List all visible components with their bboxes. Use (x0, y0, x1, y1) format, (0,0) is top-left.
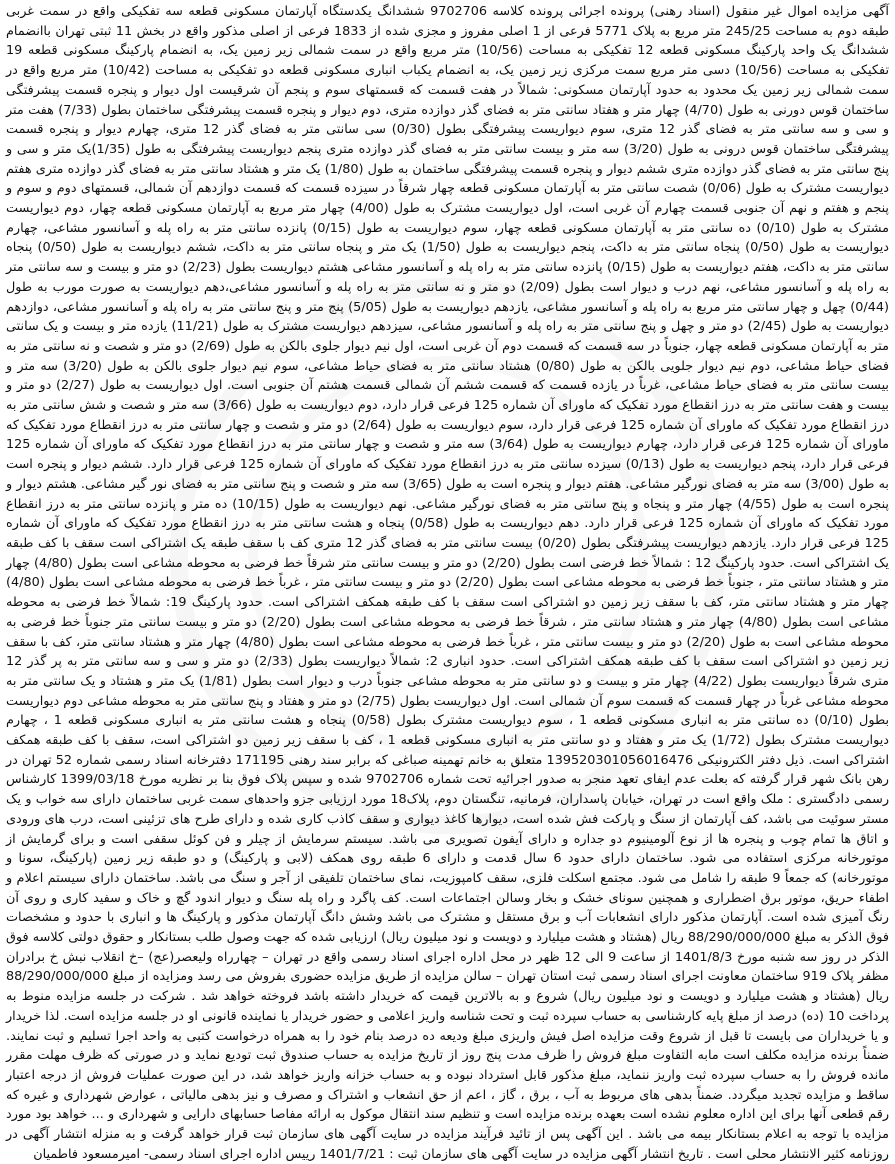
auction-notice-body: آگهی مزایده اموال غیر منقول (اسناد رهنی) پرونده اجرائی پرونده کلاسه 9702706 ششدانگ یکدستگاه آپارتمان مسکونی قطعه سه تفکیکی واقع در سمت غربی طبقه دوم به مساحت 245/25 متر مربع به پلاک 5771 فرعی از 1 اصلی مفروز و مجزی شده از 1833 فرعی از اصلی مذکور واقع در بخش 11 ثبتی تهران باانضمام ششدانگ یک واحد پارکینگ مسکونی قطعه 12 تفکیکی به مساحت (10/56) متر مربع واقع در سمت شمالی زیر زمین یک، به انضمام پارکینگ مسکونی قطعه 19 تفکیکی به مساحت (10/56) دسی متر مربع سمت مرکزی زیر زمین یک، به انضمام یکباب انباری مسکونی قطعه دو تفکیکی به مساحت (10/42) متر مربع واقع در سمت شمالی زیر زمین یک محدود به حدود آپارتمان مسکونی: شمالاً در هفت قسمت که قسمتهای سوم و پنجم آن شرقیست اول دیوار و پنجره قسمت پیشرفتگی ساختمان قوس دورنی به طول (4/70) چهار متر و هفتاد سانتی متر به فضای گذر دوازده متری، دوم دیوار و پنجره قسمت پیشرفتگی ساختمان بطول (7/33) هفت متر و سی و سه سانتی متر به فضای گذر 12 متری، سوم دیواریست پیشرفتگی بطول (0/30) سی سانتی متر به فضای گذر 12 متری، چهارم دیوار و پنجره قسمت پیشرفتگی ساختمان قوس درونی به طول (3/20) سه متر و بیست سانتی متر به فضای گذر دوازده متری پنجم دیواریست پیشرفتگی به طول (1/35)یک متر و سی و پنج سانتی متر به فضای گذر دوازده متری ششم دیوار و پنجره قسمت پیشرفتگی ساختمان به طول (1/80) یک متر و هشتاد سانتی متر به فضای گذر دوازده متری هفتم دیواریست مشترک به طول (0/06) شصت سانتی متر به آپارتمان مسکونی قطعه چهار شرقاً در سیزده قسمت که قسمت دوازدهم آن شمالی، قسمتهای دوم و سوم و پنجم و هفتم و نهم آن جنوبی قسمت چهارم آن غربی است، اول دیواریست مشترک به طول (4/00) چهار متر مربع به آپارتمان مسکونی قطعه چهار، دوم دیواریست مشترک به طول (0/10) ده سانتی متر به آپارتمان مسکونی قطعه چهار، سوم دیواریست به طول (0/15) پانزده سانتی متر به راه پله و آسانسور مشاعی، چهارم دیواریست به طول (0/50) پنجاه سانتی متر به داکت، پنجم دیواریست به طول (1/50) یک متر و پنجاه سانتی متر به داکت، ششم دیواریست به طول (0/50) پنجاه سانتی متر به داکت، هفتم دیواریست به طول (0/15) پانزده سانتی متر به راه پله و آسانسور مشاعی هشتم دیواریست بطول (2/23) دو متر و بیست و سه سانتی متر به راه پله و آسانسور مشاعی، نهم درب و دیوار است بطول (2/09) دو متر و نه سانتی متر به راه پله و آسانسور مشاعی،دهم دیواریست به صورت مورب به طول (0/44) چهل و چهار سانتی متر مربع به راه پله و آسانسور مشاعی، یازدهم دیواریست به طول (5/05) پنج متر و پنج سانتی متر به راه پله و آسانسور مشاعی، دوازدهم دیواریست به طول (2/45) دو متر و چهل و پنج سانتی متر به راه پله و آسانسور مشاعی، سیزدهم دیواریست مشترک به طول (11/21) یازده متر و بیست و یک سانتی متر به آپارتمان مسکونی قطعه چهار، جنوباً در سه قسمت که قسمت دوم آن غربی است، اول نیم دیوار جلوی بالکن به طول (2/69) دو متر و شصت و نه سانتی متر به فضای حیاط مشاعی، دوم نیم دیوار جلویی بالکن به طول (0/80) هشتاد سانتی متر به فضای حیاط مشاعی، سوم نیم دیوار جلوی بالکن به طول (3/20) سه متر و بیست سانتی متر به فضای حیاط مشاعی، غرباً در یازده قسمت که قسمت ششم آن شمالی قسمت هشتم آن جنوبی است. اول دیواریست به طول (2/27) دو متر و بیست و هفت سانتی متر به درز انقطاع مورد تفکیک که ماورای آن شماره 125 فرعی قرار دارد، دوم دیواریست به طول (3/66) سه متر و شصت و شش سانتی متر به درز انقطاع مورد تفکیک که ماورای آن شماره 125 فرعی قرار دارد، سوم دیواریست به طول (2/64) دو متر و شصت و چهار سانتی متر به درز انقطاع مورد تفکیک که ماورای آن شماره 125 فرعی قرار دارد، چهارم دیواریست به طول (3/64) سه متر و شصت و چهار سانتی متر به درز انقطاع مورد تفکیک که ماورای آن شماره 125 فرعی قرار دارد، پنجم دیواریست به طول (0/13) سیزده سانتی متر به درز انقطاع مورد تفکیک که ماورای آن شماره 125 فرعی قرار دارد. ششم دیوار و پنجره است به طول (3/00) سه متر به فضای نورگیر مشاعی. هفتم دیوار و پنجره است به طول (3/65) سه متر و شصت و پنج سانتی متر به فضای نور گیر مشاعی. هشتم دیوار و پنجره است به طول (4/55) چهار متر و پنجاه و پنج سانتی متر به فضای نورگیر مشاعی. نهم دیواریست به طول (10/15) ده متر و پانزده سانتی متر به درز انقطاع مورد تفکیک که ماورای آن شماره 125 فرعی قرار دارد. دهم دیواریست به طول (0/58) پنجاه و هشت سانتی متر به درز انقطاع مورد تفکیک که ماورای آن شماره 125 فرعی قرار دارد. یازدهم دیواریست پیشرفتگی بطول (0/20) بیست سانتی متر به فضای گذر 12 متری کف با سقف طبقه یک اشتراکی است سقف با کف طبقه یک اشتراکی است. حدود پارکینگ 12 : شمالاً خط فرضی است بطول (2/20) دو متر و بیست سانتی متر شرقاً خط فرضی به محوطه مشاعی است بطول (4/80) چهار متر و هشتاد سانتی متر ، جنوباً خط فرضی به محوطه مشاعی است بطول (2/20) دو متر و بیست سانتی متر ، غرباً خط فرضی به محوطه مشاعی است بطول (4/80) چهار متر و هشتاد سانتی متر، کف با سقف زیر زمین دو اشتراکی است سقف با کف طبقه همکف اشتراکی است. حدود پارکینگ 19: شمالاً خط فرضی به محوطه مشاعی است بطول (4/80) چهار متر و هشتاد سانتی متر ، شرقاً خط فرضی به محوطه مشاعی است بطول (2/20) دو متر و بیست سانتی متر جنوباً خط فرضی به محوطه مشاعی است به طول (2/20) دو متر و بیست سانتی متر ، غرباً خط فرضی به محوطه مشاعی است بطول (4/80) چهار متر و هشتاد سانتی متر، کف با سقف زیر زمین دو اشتراکی است سقف با کف طبقه همکف اشتراکی است. حدود انباری 2: شمالاً دیواریست بطول (2/33) دو متر و سی و سه سانتی متر به پر گذر 12 متری شرقاً دیواریست بطول (4/22) چهار متر و بیست و دو سانتی متر به محوطه مشاعی جنوباً درب و دیوار است بطول (1/81) یک متر و هشتاد و یک سانتی متر به محوطه مشاعی غرباً در چهار قسمت که قسمت سوم آن شمالی است. اول دیواریست بطول (2/75) دو متر و هفتاد و پنج سانتی متر به محوطه مشاعی دوم دیواریست بطول (0/10) ده سانتی متر به انباری مسکونی قطعه 1 ، سوم دیواریست مشترک بطول (0/58) پنجاه و هشت سانتی متر به انباری مسکونی قطعه 1 ، چهارم دیواریست مشترک بطول (1/72) یک متر و هفتاد و دو سانتی متر به انباری مسکونی قطعه 1 ، کف با سقف زیر زمین دو اشتراکی است، سقف با کف طبقه همکف اشتراکی است. ذیل دفتر الکترونیکی 139520301056016476 متعلق به خانم تهمینه صباغی که برابر سند رهنی 171195 دفترخانه اسناد رسمی شماره 52 تهران در رهن بانک شهر قرار گرفته که بعلت عدم ایفای تعهد منجر به صدور اجرائیه تحت شماره 9702706 شده و سپس پلاک فوق بنا بر نظریه مورخ 1399/03/18 کارشناس رسمی دادگستری : ملک واقع است در تهران، خیابان پاسداران، فرمانیه، تنگستان دوم، پلاک18 مورد ارزیابی جزو واحدهای سمت غربی ساختمان دارای سه خواب و یک مستر سوئیت می باشد، کف آپارتمان از سنگ و پارکت فش شده است، دیوارها کاغذ دیواری و سقف کاذب کاری شده و دارای طرح های تزئینی است، درب های ورودی و اتاق ها تمام چوب و پنجره ها از نوع آلومینیوم دو جداره و دارای آیفون تصویری می باشد. سیستم سرمایش از چیلر و فن کوئل سقفی است و برای گرمایش از موتورخانه مرکزی استفاده می شود. ساختمان دارای حدود 6 سال قدمت و دارای 6 طبقه روی همکف (لابی و پارکینگ) و دو طبقه زیر زمین (پارکینگ، سونا و موتورخانه) که جمعاً 9 طبقه را شامل می شود. مجتمع اسکلت فلزی، سقف کامپوزیت، نمای ساختمان تلفیقی از آجر و سنگ می باشد. ساختمان دارای سیستم اعلام و اطفاء حریق، موتور برق اضطراری و همچنین سونای خشک و بخار وسالن اجتماعات است. کف پاگرد و راه پله سنگ و دیوار اندود گچ و خاک و سفید کاری و روی آن رنگ آمیزی شده است. آپارتمان مذکور دارای انشعابات آب و برق مستقل و مشترک می باشد وشش دانگ آپارتمان مذکور و پارکینگ ها و انباری با حدود و مشخصات فوق الذکر به مبلغ 88/290/000/000 ریال (هشتاد و هشت میلیارد و دویست و نود میلیون ریال) ارزیابی شده که جهت وصول طلب بستانکار و حقوق دولتی کلاسه فوق الذکر در روز سه شنبه مورخ 1401/8/3 از ساعت 9 الی 12 ظهر در محل اداره اجرای اسناد رسمی واقع در تهران – چهارراه ولیعصر(عج) –خ انقلاب نبش خ برادران مظفر پلاک 919 ساختمان معاونت اجرای اسناد رسمی ثبت استان تهران – سالن مزایده از طریق مزایده حضوری بفروش می رسد ومزایده از مبلغ 88/290/000/000 ریال (هشتاد و هشت میلیارد و دویست و نود میلیون ریال) شروع و به بالاترین قیمت که خریدار داشته باشد فروخته خواهد شد . شرکت در جلسه مزایده منوط به پرداخت 10 (ده) درصد از مبلغ پایه کارشناسی به حساب سپرده ثبت و تحت شناسه واریز اعلامی و حضور خریدار یا نماینده قانونی او در جلسه مزایده است. لذا خریدار و یا خریداران می بایست تا قبل از شروع وقت مزایده اصل فیش واریزی مبلغ ودیعه ده درصد بنام خود را به همراه درخواست کتبی به واحد اجرا تسلیم و ثبت نمایند. ضمناً برنده مزایده مکلف است مابه التفاوت مبلغ فروش را ظرف مدت پنج روز از تاریخ مزایده به حساب صندوق ثبت تودیع نماید و در صورتی که ظرف مهلت مقرر مانده فروش را به حساب سپرده ثبت واریز ننماید، مبلغ مذکور قابل استرداد نبوده و به حساب خزانه واریز خواهد شد، در این صورت عملیات فروش از درجه اعتبار ساقط و مزایده تجدید میگردد. ضمناً بدهی های مربوط به آب ، برق ، گاز ، اعم از حق انشعاب و اشتراک و مصرف و نیز بدهی مالیاتی ، عوارض شهرداری و غیره که رقم قطعی آنها برای این اداره معلوم نشده است بعهده برنده مزایده است و تنظیم سند انتقال موکول به ارائه مفاصا حسابهای دارایی و شهرداری و ... خواهد بود مورد مزایده با توجه به اعلام بستانکار بیمه می باشد . این آگهی پس از تائید فرآیند مزایده در سایت آگهی های سازمان ثبت قرار خواهد گرفت و به منزله انتشار آگهی در روزنامه کثیر الانتشار محلی است . تاریخ انتشار آگهی مزایده در سایت آگهی های سازمان ثبت : 1401/7/21 رییس اداره اجرای اسناد رسمی- امیرمسعود فاطمیان (6, 4, 890, 1162)
auction-notice-document (6, 2, 890, 1162)
